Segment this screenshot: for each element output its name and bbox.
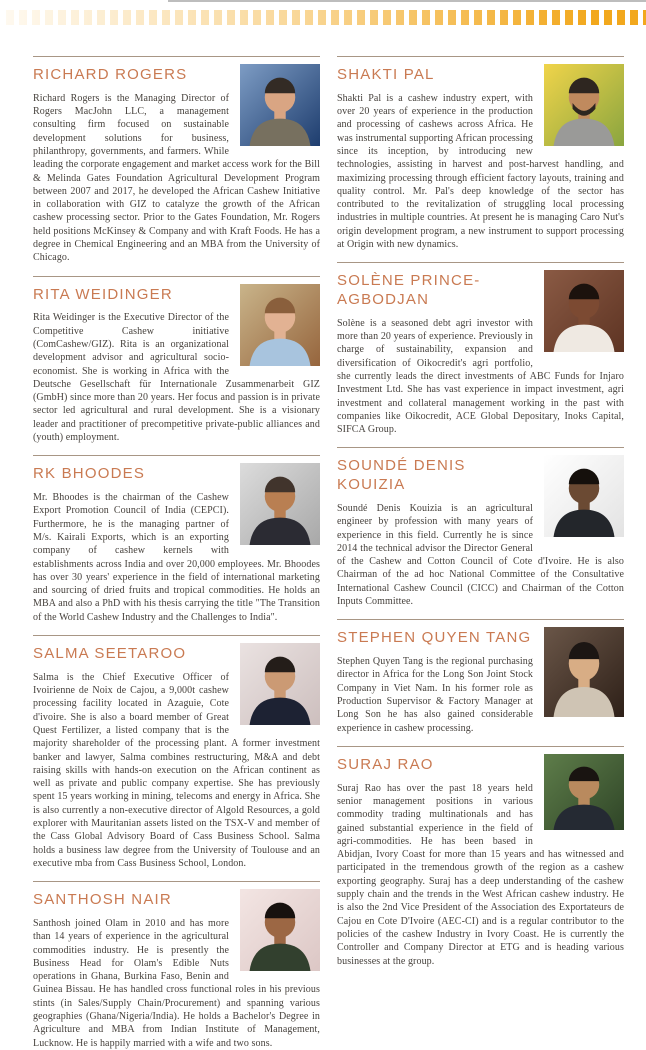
person-silhouette-icon xyxy=(240,643,320,725)
person-bio: Rita Weidinger is the Executive Director of the Competitive Cashew initiative (ComCashew/GIZ). Rita is an organizational development advisor and agricultural socio-economist. She is working in Africa with the Deutsche Gesellschaft für Internationale Zusammenarbeit GIZ (GmbH) since more than 20 years. Her focus and passion is in private sector led agricultural and rural development. She is a visionary leader and practitioner of precompetitive private-public alliances and (youth) employment. xyxy=(33,312,320,444)
right-column xyxy=(337,56,624,967)
person-name: SOLÈNE PRINCE-AGBODJAN xyxy=(337,272,481,309)
decorative-stripes-banner xyxy=(6,10,646,25)
person-silhouette-icon xyxy=(544,455,624,537)
bio-section-sounde-denis-kouizia xyxy=(337,447,624,608)
portrait-photo xyxy=(240,643,320,725)
person-bio: Santhosh joined Olam in 2010 and has more than 14 years of experience in the agricultural commodities industry. He is presently the Business Head for Olam's Edible Nuts operations in Ghana, Burkina Faso, Benin and Guinea Bissau. He has handled cross functional roles in his previous stints (in Sales/Supply Chain/Procurement) and spanning various geographies (Ghana/Nigeria/India). He holds a Bachelor's Degree in Agriculture and MBA from Indian Institute of Management, Lucknow. He is happily married with a wife and two sons. xyxy=(33,918,320,1049)
top-edge-line xyxy=(168,0,646,2)
bio-section-salma-seetaroo xyxy=(33,635,320,870)
left-column xyxy=(33,56,320,1049)
bio-section-rita-weidinger xyxy=(33,276,320,445)
person-silhouette-icon xyxy=(240,463,320,545)
person-bio: Shakti Pal is a cashew industry expert, with over 20 years of experience in the production and processing of cashews across Africa. He was instrumental supporting African processing since its inception, by introducing new technologies, assisting in harvest and post-harvest handling, and maximizing processing through efficient factory layouts, training and quality control. Mr. Pal's deep knowledge of the sector has contributed to the revitalization of struggling local processing industries in multiple countries. At present he is managing Caro Nut's origin development program, a new instrument to support processing at Origin with new dynamics. xyxy=(337,92,624,251)
person-silhouette-icon xyxy=(544,270,624,352)
bio-section-solene-prince-agbodjan xyxy=(337,262,624,436)
person-bio: Richard Rogers is the Managing Director of Rogers MacJohn LLC, a management consulting firm focused on sustainable development solutions for business, philanthropy, governments, and farmers. While leading the corporate engagement and market access work for the Bill & Melinda Gates Foundation Agricultural Development Program between 2007 and 2017, he developed the African Cashew Initiative in collaboration with GIZ to catalyze the growth of the African cashew processing sector. Prior to the Gates Foundation, Mr. Rogers held positions McKinsey & Company and with Kraft Foods. He has a degree in Chemical Engineering and an MBA from the University of Chicago. xyxy=(33,92,320,264)
bio-section-richard-rogers xyxy=(33,56,320,265)
person-bio: Soundé Denis Kouizia is an agricultural engineer by profession with many years of experience in this field. Currently he is since 2014 the technical advisor the Director General of the Cashew and Cotton Council of Cote d'Ivoire. He is also Chairman of the ad hoc National Committee of the Consultative International Cashew Council (CICC) and Chairman of the Cotton Inputs Committee. xyxy=(337,502,624,608)
person-bio: Salma is the Chief Executive Officer of Ivoirienne de Noix de Cajou, a 9,000t cashew processing facility located in Azaguie, Cote d'ivoire. She is also a board member of Great Quest Fertilizer, a listed company that is the majority shareholder of the processing plant. A former investment banker and lawyer, Salma combines restructuring, M&A and debt raising skills with hands-on execution on the African continent as well as private and public company expertise. She has previously spent 15 years working in mining, telecoms and energy in Africa. She is also currently a non-executive director of Algold Resources, a gold explorer with Mauritanian assets listed on the TSX-V and member of the Cass Global Advisory Board of Cass Business School. Salma holds a business law degree from the University of Toulouse and an executive mba from Cass Business School, London. xyxy=(33,671,320,869)
bio-section-suraj-rao xyxy=(337,746,624,968)
bio-section-shakti-pal xyxy=(337,56,624,251)
person-silhouette-icon xyxy=(240,889,320,971)
person-bio: Mr. Bhoodes is the chairman of the Cashew Export Promotion Council of India (CEPCI). Furthermore, he is the managing partner of M/s. Kairali Exports, which is an exporting company of cashew kernels with establishments across India and over 20,000 employees. Mr. Bhoodes has over 30 years' experience in the field of international marketing and sourcing of dried fruits and tropical commodities. He holds an MBA and also a PhD with his thesis carrying the title "The Transition of the World Cashew Industry and the Challenges to India". xyxy=(33,492,320,623)
person-name: SURAJ RAO xyxy=(337,755,434,773)
portrait-photo xyxy=(544,270,624,352)
person-name: SANTHOSH NAIR xyxy=(33,891,172,909)
person-silhouette-icon xyxy=(544,754,624,830)
person-name: SHAKTI PAL xyxy=(337,66,435,83)
portrait-photo xyxy=(544,627,624,717)
person-bio: Suraj Rao has over the past 18 years held senior management positions in various commodity trading multinationals and has gained substantial experience in the field of agri-commodities. He has been based in Abidjan, Ivory Coast for more than 15 years and has witnessed and participated in the tremendous growth of the region as a cashew exporting geography. Suraj has a deep understanding of the cashew supply chain and the trends in the West African cashew industry. He is also the 2nd Vice President of the Association des Exportateurs de Cajou en Cote D'Ivoire (AEC-CI) and is a regular contributor to the policies of the cashew Industry in Ivory Coast. He is currently the Controller and Company Director at ETG and is heading various businesses at the group. xyxy=(337,782,624,967)
person-name: RK BHOODES xyxy=(33,465,146,483)
person-silhouette-icon xyxy=(544,64,624,146)
bio-section-rk-bhoodes xyxy=(33,455,320,624)
person-bio: Stephen Quyen Tang is the regional purchasing director in Africa for the Long Son Joint Stock Company in Viet Nam. In his former role as Production Supervisor & Factory Manager at Long Son he has also gained considerable experience in cashew processing. xyxy=(337,656,533,734)
person-name: SALMA SEETAROO xyxy=(33,645,187,663)
portrait-photo xyxy=(240,284,320,366)
person-name: RITA WEIDINGER xyxy=(33,285,173,303)
person-name: STEPHEN QUYEN TANG xyxy=(337,629,532,647)
portrait-photo xyxy=(240,463,320,545)
portrait-photo xyxy=(544,754,624,830)
person-name: SOUNDÉ DENIS KOUIZIA xyxy=(337,457,466,494)
bio-section-santhosh-nair xyxy=(33,881,320,1050)
person-silhouette-icon xyxy=(544,627,624,717)
portrait-photo xyxy=(544,455,624,537)
portrait-photo xyxy=(240,889,320,971)
bio-section-stephen-quyen-tang xyxy=(337,619,624,735)
person-name: RICHARD ROGERS xyxy=(33,66,188,83)
portrait-photo xyxy=(544,64,624,146)
bio-grid xyxy=(33,56,625,1049)
person-bio: Solène is a seasoned debt agri investor with more than 20 years of experience. Previously in charge of sustainability, expansion and diversification of Oikocredit's agri portfolio, she currently leads the direct investments of ABC Funds for Injaro Investment Ltd. She has vast experience in impact investment, agri investment and collateral management working in the past with companies like Oikocredit, ACE Global Depositary, Inoks Capital, SIFCA Group. xyxy=(337,317,624,436)
portrait-photo xyxy=(240,64,320,146)
person-silhouette-icon xyxy=(240,64,320,146)
person-silhouette-icon xyxy=(240,284,320,366)
